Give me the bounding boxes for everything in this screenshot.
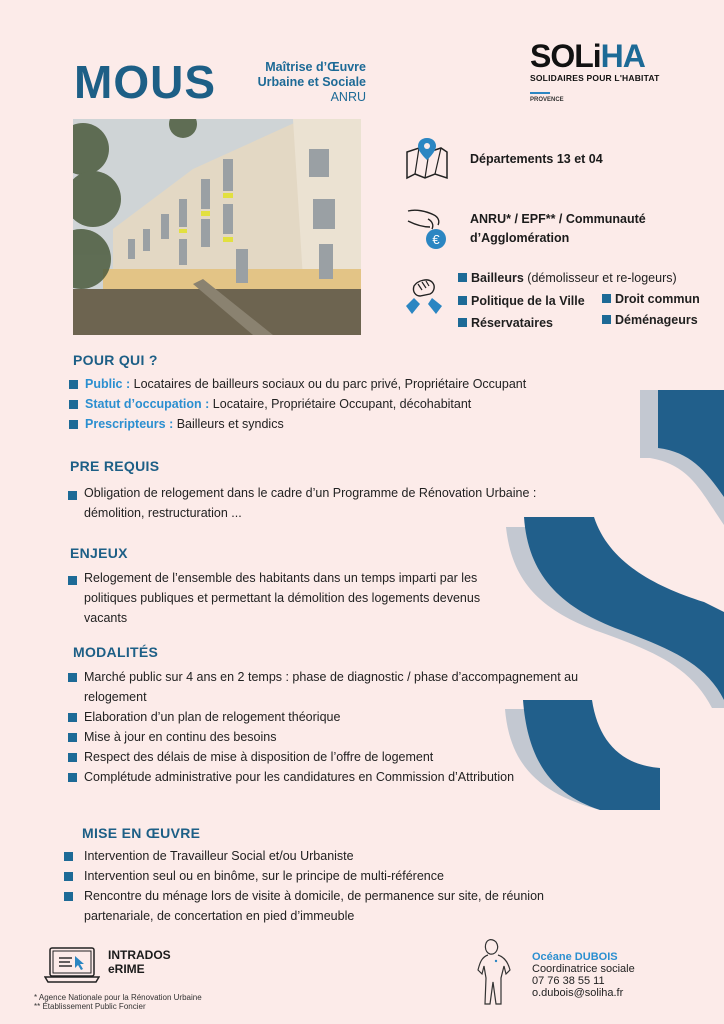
territory-text: Départements 13 et 04 bbox=[470, 151, 603, 166]
section-title-modalites: MODALITÉS bbox=[73, 644, 159, 660]
subtitle-line-3: ANRU bbox=[330, 90, 366, 104]
page-title: MOUS bbox=[74, 56, 216, 108]
contact-phone[interactable]: 07 76 38 55 11 bbox=[532, 975, 605, 987]
list-item: Elaboration d’un plan de relogement théorique bbox=[68, 707, 598, 727]
funders-text: ANRU* / EPF** / Communauté d’Agglomération bbox=[470, 212, 646, 245]
pour-qui-list bbox=[69, 374, 589, 434]
tools-label: INTRADOS eRIME bbox=[108, 948, 171, 976]
svg-text:€: € bbox=[432, 232, 440, 247]
list-item: Obligation de relogement dans le cadre d’un Programme de Rénovation Urbaine : démolition, restructuration ... bbox=[68, 483, 568, 523]
list-item: Mise à jour en continu des besoins bbox=[68, 727, 598, 747]
partner-droit-commun: Droit commun bbox=[602, 289, 700, 310]
footnote-epf: ** Établissement Public Foncier bbox=[34, 1002, 146, 1011]
info-territory bbox=[400, 134, 603, 184]
list-item: Intervention seul ou en binôme, sur le principe de multi-référence bbox=[64, 866, 604, 886]
enjeux-list bbox=[68, 568, 518, 628]
info-funders bbox=[400, 204, 646, 254]
list-item: Complétude administrative pour les candidatures en Commission d’Attribution bbox=[68, 767, 598, 787]
list-item: Public : Locataires de bailleurs sociaux ou du parc privé, Propriétaire Occupant bbox=[69, 374, 589, 394]
handshake-icon bbox=[402, 276, 448, 321]
section-title-mise-en-oeuvre: MISE EN ŒUVRE bbox=[82, 825, 201, 841]
footnote-anru: * Agence Nationale pour la Rénovation Urbaine bbox=[34, 993, 202, 1002]
pre-requis-list bbox=[68, 483, 568, 523]
partner-demenageurs: Déménageurs bbox=[602, 310, 698, 331]
subtitle-line-1: Maîtrise d’Œuvre bbox=[265, 60, 366, 74]
building-photo bbox=[73, 119, 361, 335]
list-item: Statut d’occupation : Locataire, Propriétaire Occupant, décohabitant bbox=[69, 394, 589, 414]
laptop-icon bbox=[44, 946, 100, 989]
partner-bailleurs: Bailleurs (démolisseur et re-logeurs) bbox=[458, 268, 677, 289]
list-item: Respect des délais de mise à disposition de l’offre de logement bbox=[68, 747, 598, 767]
list-item: Marché public sur 4 ans en 2 temps : phase de diagnostic / phase d’accompagnement au relogement bbox=[68, 667, 598, 707]
logo-wordmark: SOLiHA bbox=[530, 38, 645, 74]
logo-tagline: SOLIDAIRES POUR L'HABITAT bbox=[530, 73, 660, 83]
map-pin-icon bbox=[400, 134, 454, 184]
partner-reservataires: Réservataires bbox=[458, 313, 553, 334]
contact-card bbox=[532, 951, 635, 999]
partner-politique-ville: Politique de la Ville bbox=[458, 291, 585, 312]
contact-name: Océane DUBOIS bbox=[532, 951, 618, 963]
section-title-pre-requis: PRE REQUIS bbox=[70, 458, 160, 474]
logo-divider bbox=[530, 92, 550, 94]
list-item: Rencontre du ménage lors de visite à domicile, de permanence sur site, de réunion partenariale, de concertation en pied d’immeuble bbox=[64, 886, 604, 926]
section-title-pour-qui: POUR QUI ? bbox=[73, 352, 158, 368]
list-item: Intervention de Travailleur Social et/ou Urbaniste bbox=[64, 846, 604, 866]
page-subtitle bbox=[232, 60, 366, 105]
section-title-enjeux: ENJEUX bbox=[70, 545, 128, 561]
list-item: Relogement de l’ensemble des habitants dans un temps imparti par les politiques publiques et permettant la démolition des logements devenus vacants bbox=[68, 568, 518, 628]
contact-email[interactable]: o.dubois@soliha.fr bbox=[532, 987, 624, 999]
list-item: Prescripteurs : Bailleurs et syndics bbox=[69, 414, 589, 434]
logo-region: PROVENCE bbox=[530, 97, 564, 103]
mise-en-oeuvre-list bbox=[64, 846, 604, 926]
contact-role: Coordinatrice sociale bbox=[532, 963, 635, 975]
soliha-logo bbox=[530, 40, 680, 103]
subtitle-line-2: Urbaine et Sociale bbox=[257, 75, 366, 89]
modalites-list bbox=[68, 667, 598, 787]
person-illustration-icon bbox=[474, 938, 514, 1013]
footnotes bbox=[34, 993, 202, 1011]
hand-euro-coin-icon bbox=[400, 204, 454, 254]
